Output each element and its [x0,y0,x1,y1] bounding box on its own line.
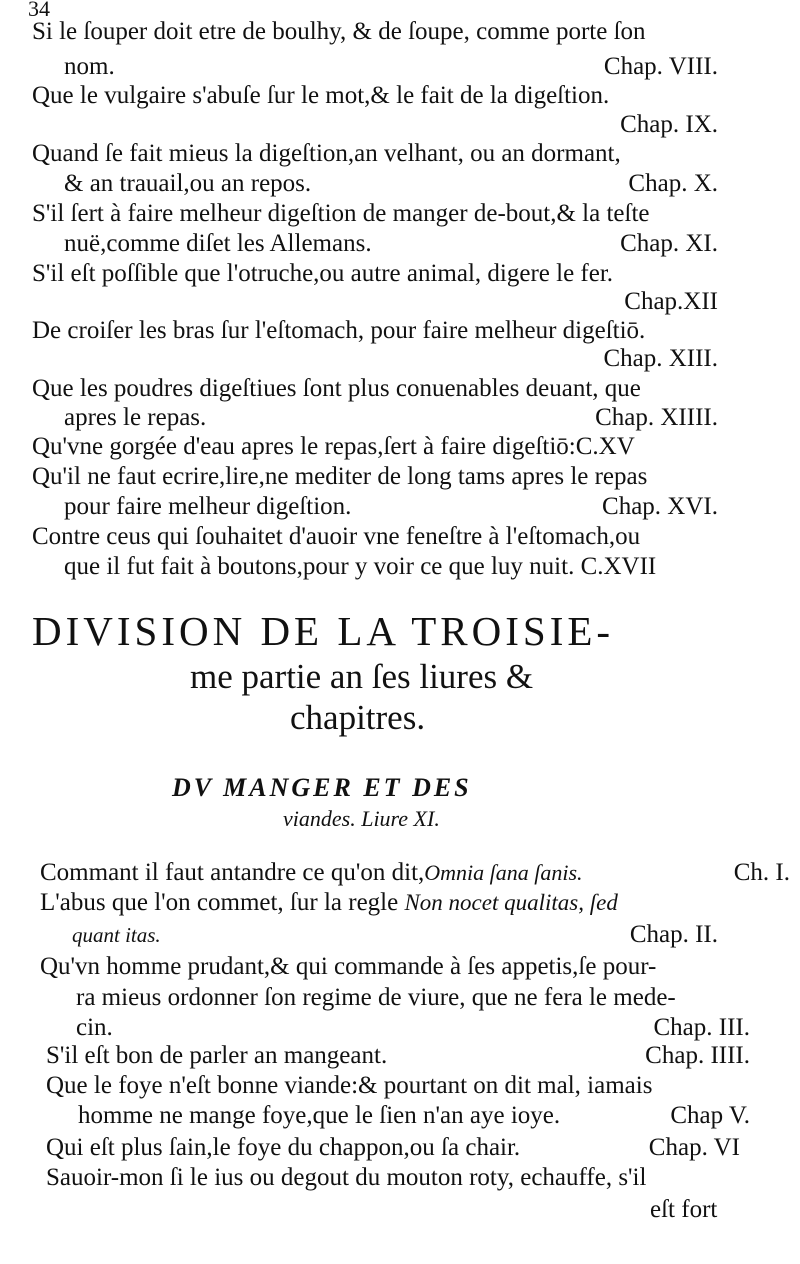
entry-8-chapter: Chap. VIII. [603,53,718,80]
entry-11-chapter: Chap. XI. [620,230,718,257]
chapter-2-entry [40,888,618,918]
entry-16-line-1: Qu'il ne faut ecrire,lire,ne mediter de long tams apres le repas [32,463,648,490]
chapter-1-number: Ch. I. [733,859,790,886]
chapter-4-line-1: S'il eſt bon de parler an mangeant. [46,1042,388,1069]
chapter-2-text: L'abus que l'on commet, ſur la regle [40,889,405,916]
chapter-1-entry [40,858,583,888]
chapter-1-latin: Omnia ſana ſanis. [424,860,583,885]
entry-14-chapter: Chap. XIIII. [595,404,718,431]
entry-16-line-2: pour faire melheur digeſtion. [64,493,352,520]
chapter-2-latin-cont: quant itas. [72,923,161,947]
entry-10-line-1: Quand ſe fait mieus la digeſtion,an velhant, ou an dormant, [32,140,621,167]
entry-8-line-2: nom. [64,53,115,80]
entry-16-chapter: Chap. XVI. [602,493,718,520]
entry-12-chapter: Chap.XII [624,288,718,315]
entry-12-line-1: S'il eſt poſſible que l'otruche,ou autre animal, digere le fer. [32,260,614,287]
entry-11-line-2: nuë,comme diſet les Allemans. [64,230,372,257]
entry-14-line-2: apres le repas. [64,404,207,431]
entry-11-line-1: S'il ſert à faire melheur digeſtion de manger de-bout,& la teſte [32,200,650,227]
chapter-1-text: Commant il faut antandre ce qu'on dit, [40,859,425,886]
chapter-2-latin: Non nocet qualitas, ſed [404,890,618,915]
entry-13-line-1: De croiſer les bras ſur l'eſtomach, pour faire melheur digeſtiō. [32,317,646,344]
book-subtitle: viandes. Liure XI. [283,806,440,831]
book-title: DV MANGER ET DES [172,773,472,802]
chapter-7-line-2: eſt fort [650,1196,718,1223]
chapter-3-number: Chap. III. [653,1014,750,1041]
entry-9-chapter: Chap. IX. [620,111,718,138]
chapter-2-number: Chap. II. [629,921,718,948]
division-heading-line-2: me partie an ſes liures & [190,657,534,696]
chapter-6-number: Chap. VI [648,1134,740,1161]
entry-13-chapter: Chap. XIII. [603,345,718,372]
chapter-5-number: Chap V. [670,1102,750,1129]
page-number: 34 [28,0,50,21]
entry-10-chapter: Chap. X. [628,170,718,197]
entry-8-line-1: Si le ſouper doit etre de boulhy, & de ſoupe, comme porte ſon [32,18,646,45]
chapter-3-line-2: ra mieus ordonner ſon regime de viure, que ne fera le mede- [76,984,676,1011]
division-heading: DIVISION DE LA TROISIE- [32,608,615,654]
chapter-3-line-1: Qu'vn homme prudant,& qui commande à ſes appetis,ſe pour- [40,953,657,980]
chapter-4-number: Chap. IIII. [645,1042,750,1069]
entry-9-line-1: Que le vulgaire s'abuſe ſur le mot,& le fait de la digeſtion. [32,82,610,109]
chapter-5-line-2: homme ne mange foye,que le ſien n'an aye ioye. [78,1102,561,1129]
chapter-6-line-1: Qui eſt plus ſain,le foye du chappon,ou ſa chair. [46,1134,521,1161]
entry-14-line-1: Que les poudres digeſtiues ſont plus conuenables deuant, que [32,375,641,402]
entry-10-line-2: & an trauail,ou an repos. [64,170,312,197]
entry-17-line-2: que il fut fait à boutons,pour y voir ce que luy nuit. C.XVII [64,553,657,580]
division-heading-line-3: chapitres. [290,698,426,737]
chapter-3-line-3: cin. [76,1014,113,1041]
entry-15-line-1: Qu'vne gorgée d'eau apres le repas,ſert à faire digeſtiō:C.XV [32,433,635,460]
chapter-5-line-1: Que le foye n'eſt bonne viande:& pourtant on dit mal, iamais [46,1072,653,1099]
chapter-7-line-1: Sauoir-mon ſi le ius ou degout du mouton roty, echauffe, s'il [46,1164,647,1191]
entry-17-line-1: Contre ceus qui ſouhaitet d'auoir vne feneſtre à l'eſtomach,ou [32,523,641,550]
